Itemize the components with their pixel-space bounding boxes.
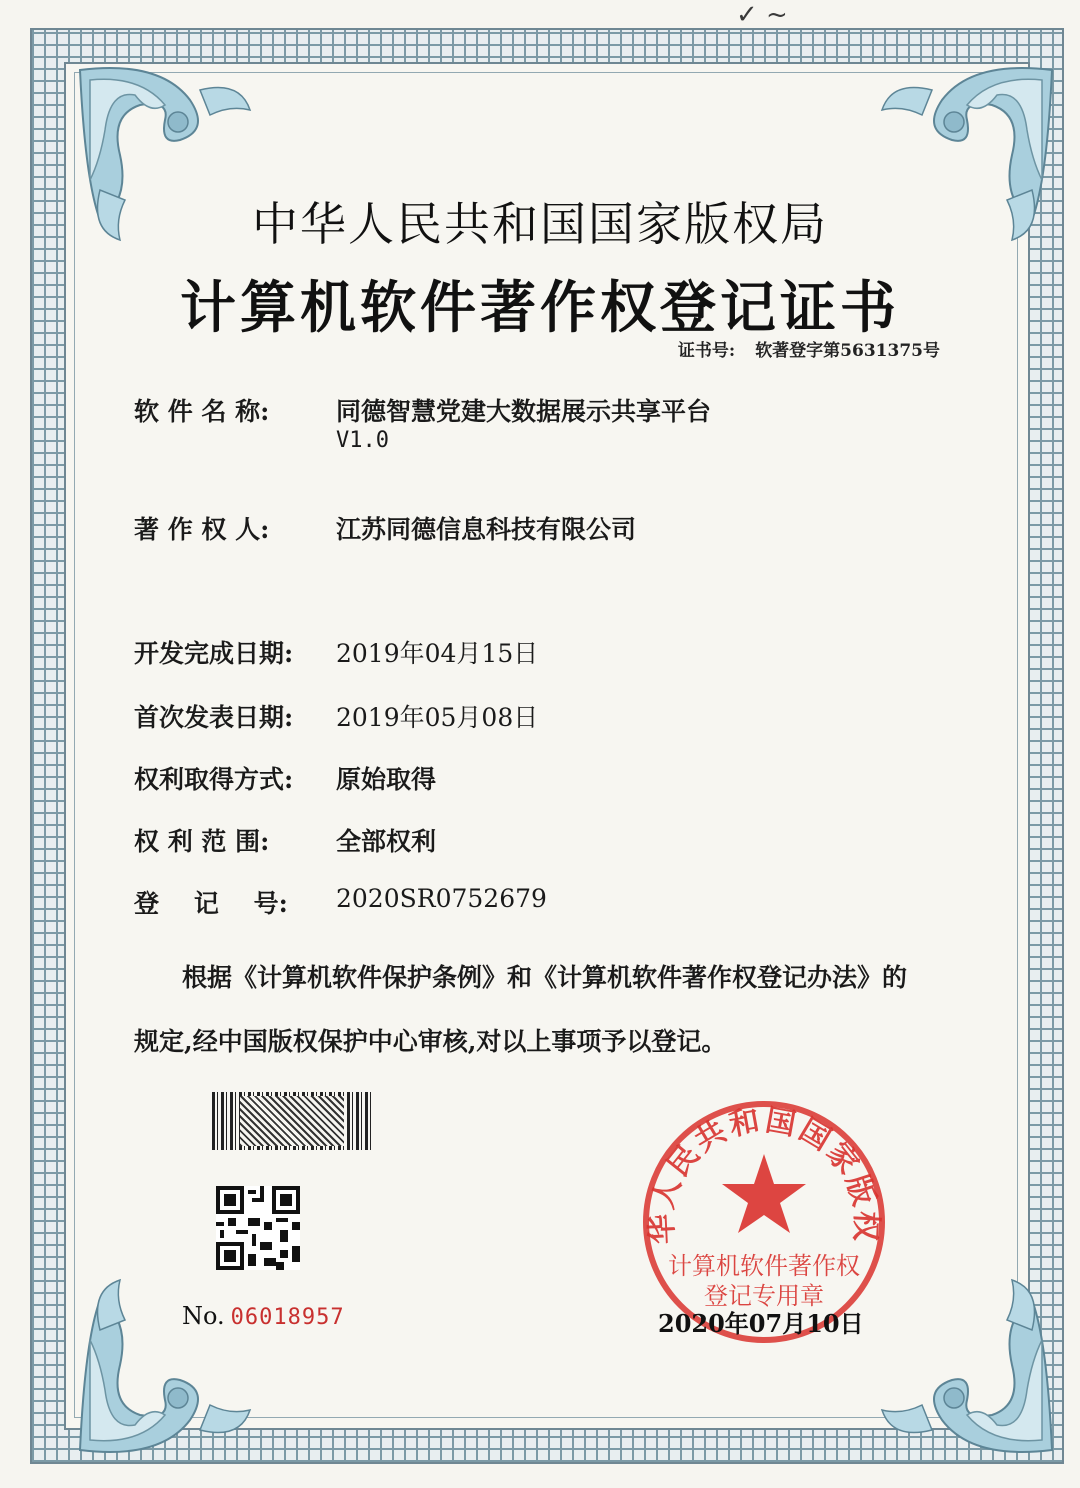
svg-text:中华人民共和国国家版权局 [634,1092,884,1245]
registration-label: 登 记 号: [134,889,288,918]
corner-ornament-bottom-right [872,1270,1062,1460]
seal-inner-line2: 登记专用章 [704,1282,824,1310]
pen-mark: ✓ ~ [736,0,788,30]
field-software-name [134,392,711,453]
publish-date-value: 2019年05月08日 [336,703,539,732]
issue-date: 2020年07月10日 [658,1309,864,1338]
certificate-number [678,336,940,361]
field-dev-date [134,634,538,670]
barcode-icon [212,1092,372,1150]
qr-code-icon [216,1186,300,1270]
seal-outer-text: 华人民共和国国家版权 [644,1102,884,1245]
statement-line-2: 规定,经中国版权保护中心审核,对以上事项予以登记。 [134,1027,727,1056]
registration-value: 2020SR0752679 [336,884,547,913]
acquire-label: 权利取得方式: [134,765,294,794]
field-publish-date [134,698,538,734]
scope-value: 全部权利 [336,827,437,856]
serial-number-label: No. [182,1302,225,1330]
certificate-title: 计算机软件著作权登记证书 [180,275,900,341]
field-scope [134,822,436,858]
publish-date-label: 首次发表日期: [134,703,294,732]
corner-ornament-bottom-left [70,1270,260,1460]
dev-date-label: 开发完成日期: [134,639,294,668]
certificate-number-label: 证书号: [677,341,736,361]
issuing-authority: 中华人民共和国国家版权局 [252,197,828,251]
serial-number-value: 06018957 [230,1305,345,1330]
acquire-value: 原始取得 [336,765,437,794]
scope-label: 权 利 范 围: [134,827,270,856]
software-version: V1.0 [336,428,389,453]
field-owner [134,510,636,546]
seal-inner-line1: 计算机软件著作权 [668,1252,860,1280]
serial-number [182,1302,345,1330]
statement-line-1: 根据《计算机软件保护条例》和《计算机软件著作权登记办法》的 [182,963,908,992]
dev-date-value: 2019年04月15日 [336,639,539,668]
certificate-number-value: 软著登字第5631375号 [755,341,940,361]
software-name-label: 软 件 名 称: [134,397,270,426]
field-acquire [134,760,436,796]
software-name-value: 同德智慧党建大数据展示共享平台 [336,397,712,426]
owner-label: 著 作 权 人: [134,515,270,544]
owner-value: 江苏同德信息科技有限公司 [336,515,637,544]
field-registration [134,884,547,920]
